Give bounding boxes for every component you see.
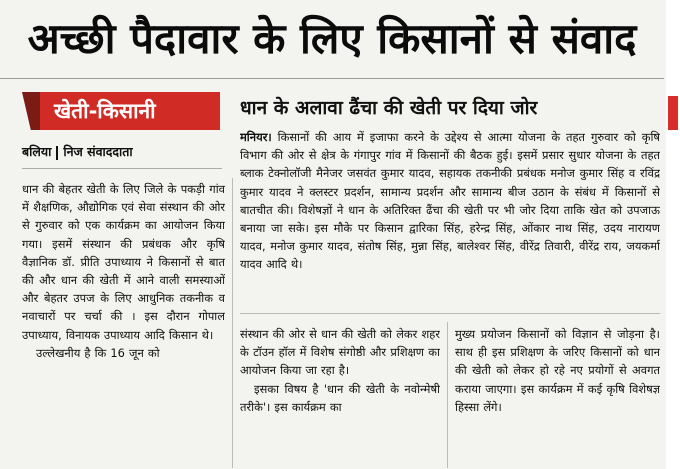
byline-divider	[22, 168, 222, 169]
right-paragraph-1: मुख्य प्रयोजन किसानों को विज्ञान से जोड़ना है। साथ ही इस प्रशिक्षण के जरिए किसानों को धान की खेती को लेकर हो रहे नए प्रयोगों से अवगत कराया जाएगा। इस कार्यक्रम में कई कृषि विशेषज्ञ हिस्सा लेंगे।	[455, 327, 660, 414]
right-column	[455, 325, 660, 465]
column-divider-2	[447, 322, 448, 468]
headline-divider	[0, 78, 664, 79]
byline-separator	[56, 146, 58, 160]
headline: अच्छी पैदावार के लिए किसानों से संवाद	[27, 13, 637, 63]
byline	[22, 143, 222, 160]
sub-headline: धान के अलावा ढैंचा की खेती पर दिया जोर	[240, 97, 538, 119]
dateline: मनियर।	[240, 130, 272, 144]
page-edge-marker	[668, 96, 678, 130]
top-story-text: किसानों की आय में इजाफा करने के उद्देश्य से आत्मा योजना के तहत गुरुवार को कृषि विभाग की ओर से क्षेत्र के गंगापुर गांव में किसानों की बैठक हुई। इसमें प्रसार सुधार योजना के तहत ब्लाक टेक्नोलॉजी मैनेजर जसवंत कुमार यादव, सहायक तकनीकी प्रबंधक मनोज कुमार सिंह व रविंद्र कुमार यादव ने क्लस्टर प्रदर्शन, सामान्य प्रदर्शन और सामान्य बीज उठान के संबंध में किसानों से बातचीत की। विशेषज्ञों ने धान के अतिरिक्त ढैंचा की खेती पर भी जोर दिया ताकि खेत को उपजाऊ बनाया जा सके। इस मौके पर किसान द्वारिका सिंह, हरेन्द्र सिंह, ओंकार नाथ सिंह, उदय नारायण यादव, मनोज कुमार यादव, संतोष सिंह, मुन्ना सिंह, बालेश्वर सिंह, वीरेंद्र तिवारी, वीरेंद्र राय, जयकर्मा यादव आदि थे।	[240, 130, 660, 272]
page-edge	[666, 0, 680, 469]
byline-reporter: निज संवाददाता	[63, 144, 133, 159]
top-story-body	[240, 128, 660, 274]
middle-paragraph-1: संस्थान की ओर से धान की खेती को लेकर शहर के टॉउन हॉल में विशेष संगोष्ठी और प्रशिक्षण का आयोजन किया जा रहा है।	[240, 327, 440, 378]
left-paragraph-2: उल्लेखनीय है कि 16 जून को	[36, 345, 160, 360]
left-column	[22, 180, 225, 466]
story-divider	[240, 313, 660, 314]
middle-column	[240, 325, 440, 465]
column-divider	[232, 178, 233, 468]
section-kicker	[22, 92, 220, 130]
left-paragraph-1: धान की बेहतर खेती के लिए जिले के पकड़ी गांव में शैक्षणिक, औद्योगिक एवं सेवा संस्थान की ओर से गुरुवार को एक कार्यक्रम का आयोजन किया गया। इसमें संस्थान की प्रबंधक और कृषि वैज्ञानिक डॉ. प्रीति उपाध्याय ने किसानों से बात की और धान की खेती में आने वाली समस्याओं और बेहतर उपज के लिए आधुनिक तकनीक व नवाचारों पर चर्चा की । इस दौरान गोपाल उपाध्याय, विनायक उपाध्याय आदि किसान थे।	[22, 182, 225, 342]
middle-paragraph-2: इसका विषय है 'धान की खेती के नवोन्मेषी तरीके'। इस कार्यक्रम का	[240, 381, 440, 414]
byline-place: बलिया	[22, 144, 52, 159]
kicker-label: खेती-किसानी	[40, 92, 220, 130]
top-story	[240, 128, 660, 310]
